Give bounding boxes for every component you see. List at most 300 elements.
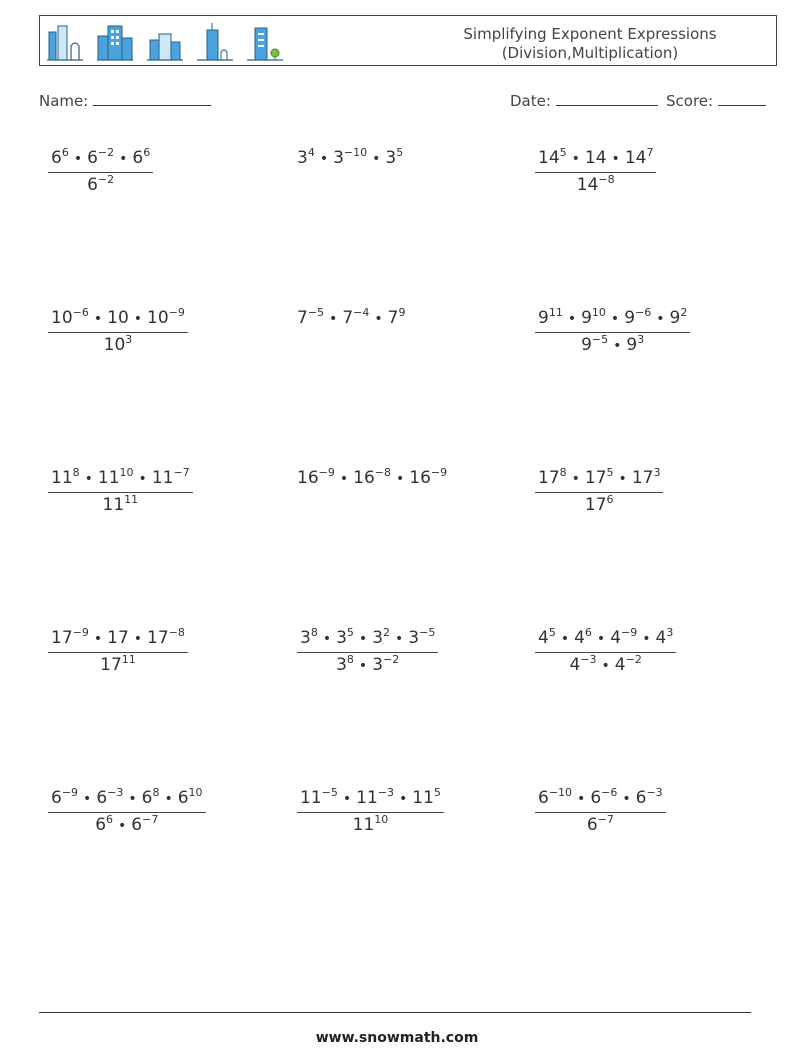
title-line-1: Simplifying Exponent Expressions [463, 25, 717, 43]
term-base: 17 [107, 628, 129, 648]
term-base: 6 [95, 815, 107, 835]
term-exponent: −7 [597, 813, 614, 826]
fraction [535, 626, 676, 675]
product-term [297, 468, 335, 488]
multiply-dot: • [601, 658, 610, 674]
denominator [535, 493, 663, 514]
multiply-dot: • [622, 791, 631, 807]
problem-3 [535, 146, 656, 195]
term-base: 17 [631, 468, 654, 488]
term-base: 10 [51, 308, 73, 328]
fraction [48, 466, 193, 515]
numerator-term [107, 628, 129, 648]
term-exponent: 5 [606, 466, 614, 479]
term-base: 3 [372, 628, 384, 648]
term-exponent: 10 [591, 306, 606, 319]
denominator-term [626, 335, 644, 355]
multiply-dot: • [560, 631, 570, 647]
term-base: 6 [132, 148, 144, 168]
term-base: 14 [576, 175, 599, 195]
numerator-term [147, 308, 185, 328]
building-icon-3 [146, 22, 184, 62]
numerator-term [51, 148, 69, 168]
numerator-term [590, 788, 617, 808]
term-exponent: 4 [307, 146, 315, 159]
term-base: 9 [538, 308, 549, 328]
numerator-term [574, 628, 592, 648]
term-exponent: −9 [621, 626, 638, 639]
name-blank[interactable] [93, 93, 211, 106]
product-term [388, 308, 406, 328]
problem-12 [535, 626, 676, 675]
multiply-dot: • [119, 151, 128, 167]
term-exponent: 5 [396, 146, 404, 159]
multiply-dot: • [642, 631, 651, 647]
numerator-term [538, 468, 567, 488]
numerator [297, 626, 438, 653]
fraction [48, 146, 153, 195]
name-label: Name: [39, 92, 89, 110]
term-base: 14 [624, 148, 647, 168]
term-base: 11 [151, 468, 174, 488]
term-exponent: −6 [635, 306, 652, 319]
score-label: Score: [666, 92, 714, 110]
multiply-dot: • [133, 311, 143, 327]
term-base: 3 [372, 655, 384, 675]
multiply-dot: • [118, 818, 127, 834]
multiply-dot: • [611, 151, 620, 167]
date-blank[interactable] [556, 93, 658, 106]
numerator-term [98, 468, 134, 488]
product-term [342, 308, 369, 328]
term-base: 4 [538, 628, 549, 648]
term-base: 17 [147, 628, 169, 648]
numerator-term [178, 788, 203, 808]
multiply-dot: • [395, 471, 405, 487]
denominator [48, 333, 188, 354]
numerator [48, 786, 206, 813]
building-icon-5 [246, 22, 284, 62]
multiply-dot: • [84, 471, 93, 487]
term-exponent: −6 [72, 306, 89, 319]
fraction [48, 306, 188, 355]
multiply-dot: • [656, 311, 665, 327]
numerator [48, 146, 153, 173]
multiply-dot: • [83, 791, 92, 807]
numerator-term [538, 788, 572, 808]
numerator-term [51, 308, 89, 328]
term-exponent: 3 [637, 333, 645, 346]
term-exponent: 6 [143, 146, 151, 159]
term-exponent: 6 [61, 146, 69, 159]
term-exponent: −9 [430, 466, 448, 479]
building-icon-2 [96, 22, 134, 62]
denominator-term [131, 815, 158, 835]
denominator-term [353, 815, 389, 835]
term-base: 9 [581, 308, 592, 328]
product-term [353, 468, 391, 488]
term-exponent: 11 [548, 306, 563, 319]
multiply-dot: • [342, 791, 352, 807]
multiply-dot: • [372, 151, 381, 167]
numerator-term [538, 308, 563, 328]
numerator [535, 786, 666, 813]
term-base: 6 [96, 788, 108, 808]
term-exponent: 6 [106, 813, 114, 826]
numerator [535, 306, 690, 333]
building-icon-4 [196, 22, 234, 62]
term-exponent: 5 [559, 146, 567, 159]
term-exponent: −3 [377, 786, 394, 799]
numerator-term [142, 788, 160, 808]
denominator-term [577, 175, 615, 195]
score-blank[interactable] [718, 93, 766, 106]
denominator-term [581, 335, 608, 355]
multiply-dot: • [319, 151, 329, 167]
term-exponent: 3 [125, 333, 133, 346]
term-base: 6 [87, 175, 98, 195]
term-exponent: 11 [121, 653, 136, 666]
product-term [333, 148, 367, 168]
term-exponent: 8 [310, 626, 318, 639]
term-exponent: −9 [61, 786, 79, 799]
term-base: 6 [586, 815, 598, 835]
numerator-term [147, 628, 185, 648]
term-base: 6 [51, 788, 62, 808]
term-exponent: −5 [591, 333, 609, 346]
problem-6 [535, 306, 690, 355]
term-base: 6 [635, 788, 647, 808]
term-exponent: 11 [124, 493, 139, 506]
numerator [297, 786, 444, 813]
multiply-dot: • [133, 631, 143, 647]
problem-2 [297, 146, 404, 168]
numerator-term [670, 308, 688, 328]
denominator [48, 493, 193, 514]
term-exponent: −9 [168, 306, 185, 319]
term-exponent: −5 [321, 786, 338, 799]
term-exponent: 10 [119, 466, 134, 479]
multiply-dot: • [596, 631, 606, 647]
multiply-dot: • [329, 311, 338, 327]
term-base: 11 [102, 495, 125, 515]
date-field [510, 92, 658, 110]
denominator-term [615, 655, 642, 675]
term-base: 7 [297, 308, 308, 328]
problem-13 [48, 786, 206, 835]
term-base: 7 [387, 308, 399, 328]
problem-15 [535, 786, 666, 835]
term-exponent: −2 [383, 653, 400, 666]
date-label: Date: [510, 92, 551, 110]
denominator-term [372, 655, 399, 675]
term-exponent: −9 [318, 466, 335, 479]
term-exponent: 8 [559, 466, 567, 479]
term-base: 3 [336, 628, 347, 648]
worksheet-title [440, 25, 740, 63]
term-base: 9 [669, 308, 681, 328]
term-base: 11 [412, 788, 434, 808]
fraction [535, 786, 666, 835]
denominator-term [103, 495, 139, 515]
term-exponent: 2 [680, 306, 688, 319]
denominator-term [569, 655, 596, 675]
denominator [48, 653, 188, 674]
problem-10 [48, 626, 188, 675]
multiply-dot: • [618, 471, 627, 487]
multiply-dot: • [358, 631, 368, 647]
term-base: 16 [353, 468, 375, 488]
term-base: 6 [87, 148, 98, 168]
term-base: 6 [590, 788, 602, 808]
multiply-dot: • [322, 631, 332, 647]
product-term [385, 148, 403, 168]
fraction [535, 306, 690, 355]
term-exponent: −2 [97, 173, 115, 186]
term-base: 17 [584, 468, 607, 488]
term-base: 6 [51, 148, 62, 168]
fraction [48, 626, 188, 675]
numerator-term [585, 468, 614, 488]
denominator [535, 653, 676, 674]
multiply-dot: • [358, 658, 368, 674]
problem-1 [48, 146, 153, 195]
term-exponent: 8 [346, 653, 354, 666]
denominator-term [585, 495, 614, 515]
numerator [535, 466, 663, 493]
score-field [666, 92, 766, 110]
term-exponent: 5 [433, 786, 441, 799]
footer-divider [39, 1012, 751, 1013]
term-exponent: 7 [646, 146, 654, 159]
numerator-term [152, 468, 190, 488]
term-base: 16 [297, 468, 319, 488]
numerator-term [87, 148, 114, 168]
multiply-dot: • [374, 311, 383, 327]
term-exponent: 5 [346, 626, 354, 639]
fraction [297, 786, 444, 835]
term-base: 3 [385, 148, 397, 168]
denominator-term [104, 335, 133, 355]
numerator [48, 306, 188, 333]
multiply-dot: • [571, 151, 580, 167]
term-exponent: −9 [72, 626, 89, 639]
term-base: 4 [655, 628, 667, 648]
fraction [297, 626, 438, 675]
multiply-dot: • [93, 311, 103, 327]
problem-4 [48, 306, 188, 355]
numerator [48, 626, 188, 653]
numerator [48, 466, 193, 493]
term-exponent: 10 [188, 786, 203, 799]
term-base: 3 [297, 148, 308, 168]
term-exponent: 3 [653, 466, 661, 479]
term-exponent: 8 [152, 786, 160, 799]
term-base: 10 [107, 308, 129, 328]
numerator-term [581, 308, 606, 328]
term-base: 9 [626, 335, 638, 355]
term-base: 11 [352, 815, 375, 835]
numerator-term [585, 148, 607, 168]
problem-11 [297, 626, 438, 675]
numerator [535, 146, 656, 173]
denominator-term [587, 815, 614, 835]
problem-14 [297, 786, 444, 835]
numerator-term [300, 628, 318, 648]
term-exponent: −4 [353, 306, 370, 319]
multiply-dot: • [398, 791, 408, 807]
denominator [48, 173, 153, 194]
multiply-dot: • [164, 791, 173, 807]
multiply-dot: • [567, 311, 577, 327]
term-exponent: −6 [601, 786, 618, 799]
term-base: 9 [624, 308, 636, 328]
product-term [297, 308, 324, 328]
term-base: 11 [51, 468, 73, 488]
term-base: 11 [300, 788, 322, 808]
numerator-term [356, 788, 394, 808]
term-exponent: −8 [374, 466, 391, 479]
term-base: 6 [538, 788, 549, 808]
term-base: 17 [100, 655, 122, 675]
numerator-term [372, 628, 390, 648]
multiply-dot: • [571, 471, 580, 487]
title-line-2: (Division,Multiplication) [501, 44, 679, 62]
term-base: 4 [614, 655, 626, 675]
footer-url: www.snowmath.com [315, 1030, 479, 1046]
multiply-dot: • [613, 338, 622, 354]
term-exponent: 5 [548, 626, 556, 639]
fraction [535, 466, 663, 515]
multiply-dot: • [577, 791, 586, 807]
numerator-term [51, 788, 78, 808]
numerator-term [636, 788, 663, 808]
multiply-dot: • [339, 471, 349, 487]
term-base: 10 [147, 308, 169, 328]
term-exponent: −2 [625, 653, 642, 666]
term-base: 17 [584, 495, 607, 515]
problem-7 [48, 466, 193, 515]
numerator-term [51, 468, 80, 488]
term-exponent: −8 [598, 173, 615, 186]
building-icon-1 [46, 22, 84, 62]
problem-5 [297, 306, 406, 328]
multiply-dot: • [395, 631, 404, 647]
denominator [297, 653, 438, 674]
term-exponent: −7 [173, 466, 190, 479]
term-base: 4 [574, 628, 585, 648]
denominator [535, 813, 666, 834]
term-base: 11 [356, 788, 378, 808]
term-exponent: −10 [548, 786, 573, 799]
numerator-term [300, 788, 338, 808]
product-term [409, 468, 447, 488]
numerator-term [624, 308, 651, 328]
numerator-term [538, 148, 567, 168]
denominator [297, 813, 444, 834]
term-exponent: −5 [419, 626, 436, 639]
denominator-term [95, 815, 113, 835]
numerator-term [408, 628, 435, 648]
term-base: 3 [408, 628, 420, 648]
term-exponent: −3 [107, 786, 124, 799]
term-base: 3 [300, 628, 311, 648]
term-exponent: 2 [383, 626, 391, 639]
term-base: 14 [538, 148, 560, 168]
term-base: 3 [336, 655, 347, 675]
term-base: 4 [569, 655, 581, 675]
term-base: 6 [131, 815, 143, 835]
numerator-term [51, 628, 89, 648]
term-base: 6 [177, 788, 189, 808]
term-base: 9 [581, 335, 592, 355]
term-base: 14 [584, 148, 607, 168]
term-exponent: −3 [646, 786, 663, 799]
term-exponent: −3 [580, 653, 597, 666]
multiply-dot: • [93, 631, 103, 647]
multiply-dot: • [610, 311, 620, 327]
logo-strip [46, 22, 284, 62]
numerator-term [625, 148, 654, 168]
denominator [535, 333, 690, 354]
denominator [48, 813, 206, 834]
term-base: 11 [97, 468, 120, 488]
worksheet-header [39, 15, 777, 66]
term-exponent: 6 [584, 626, 592, 639]
denominator-term [336, 655, 354, 675]
fraction [535, 146, 656, 195]
numerator-term [132, 148, 150, 168]
term-base: 6 [141, 788, 153, 808]
numerator-term [336, 628, 354, 648]
term-base: 3 [333, 148, 344, 168]
denominator [535, 173, 656, 194]
term-exponent: 10 [374, 813, 389, 826]
numerator-term [656, 628, 674, 648]
numerator-term [107, 308, 129, 328]
term-exponent: −7 [142, 813, 159, 826]
problem-9 [535, 466, 663, 515]
term-base: 10 [103, 335, 126, 355]
denominator-term [87, 175, 114, 195]
term-base: 16 [409, 468, 431, 488]
term-base: 4 [610, 628, 622, 648]
multiply-dot: • [128, 791, 137, 807]
term-exponent: 8 [72, 466, 80, 479]
name-field [39, 92, 211, 110]
denominator-term [100, 655, 136, 675]
numerator-term [96, 788, 123, 808]
product-term [297, 148, 315, 168]
term-exponent: −5 [307, 306, 325, 319]
term-base: 7 [342, 308, 354, 328]
numerator-term [538, 628, 556, 648]
term-exponent: 6 [606, 493, 614, 506]
numerator-term [610, 628, 637, 648]
problem-8 [297, 466, 448, 488]
multiply-dot: • [138, 471, 147, 487]
term-exponent: −8 [168, 626, 185, 639]
term-exponent: −2 [97, 146, 115, 159]
term-exponent: 3 [666, 626, 674, 639]
term-exponent: −10 [343, 146, 368, 159]
multiply-dot: • [73, 151, 83, 167]
term-exponent: 9 [398, 306, 406, 319]
numerator-term [412, 788, 441, 808]
numerator-term [632, 468, 661, 488]
term-base: 17 [538, 468, 560, 488]
term-base: 17 [51, 628, 73, 648]
